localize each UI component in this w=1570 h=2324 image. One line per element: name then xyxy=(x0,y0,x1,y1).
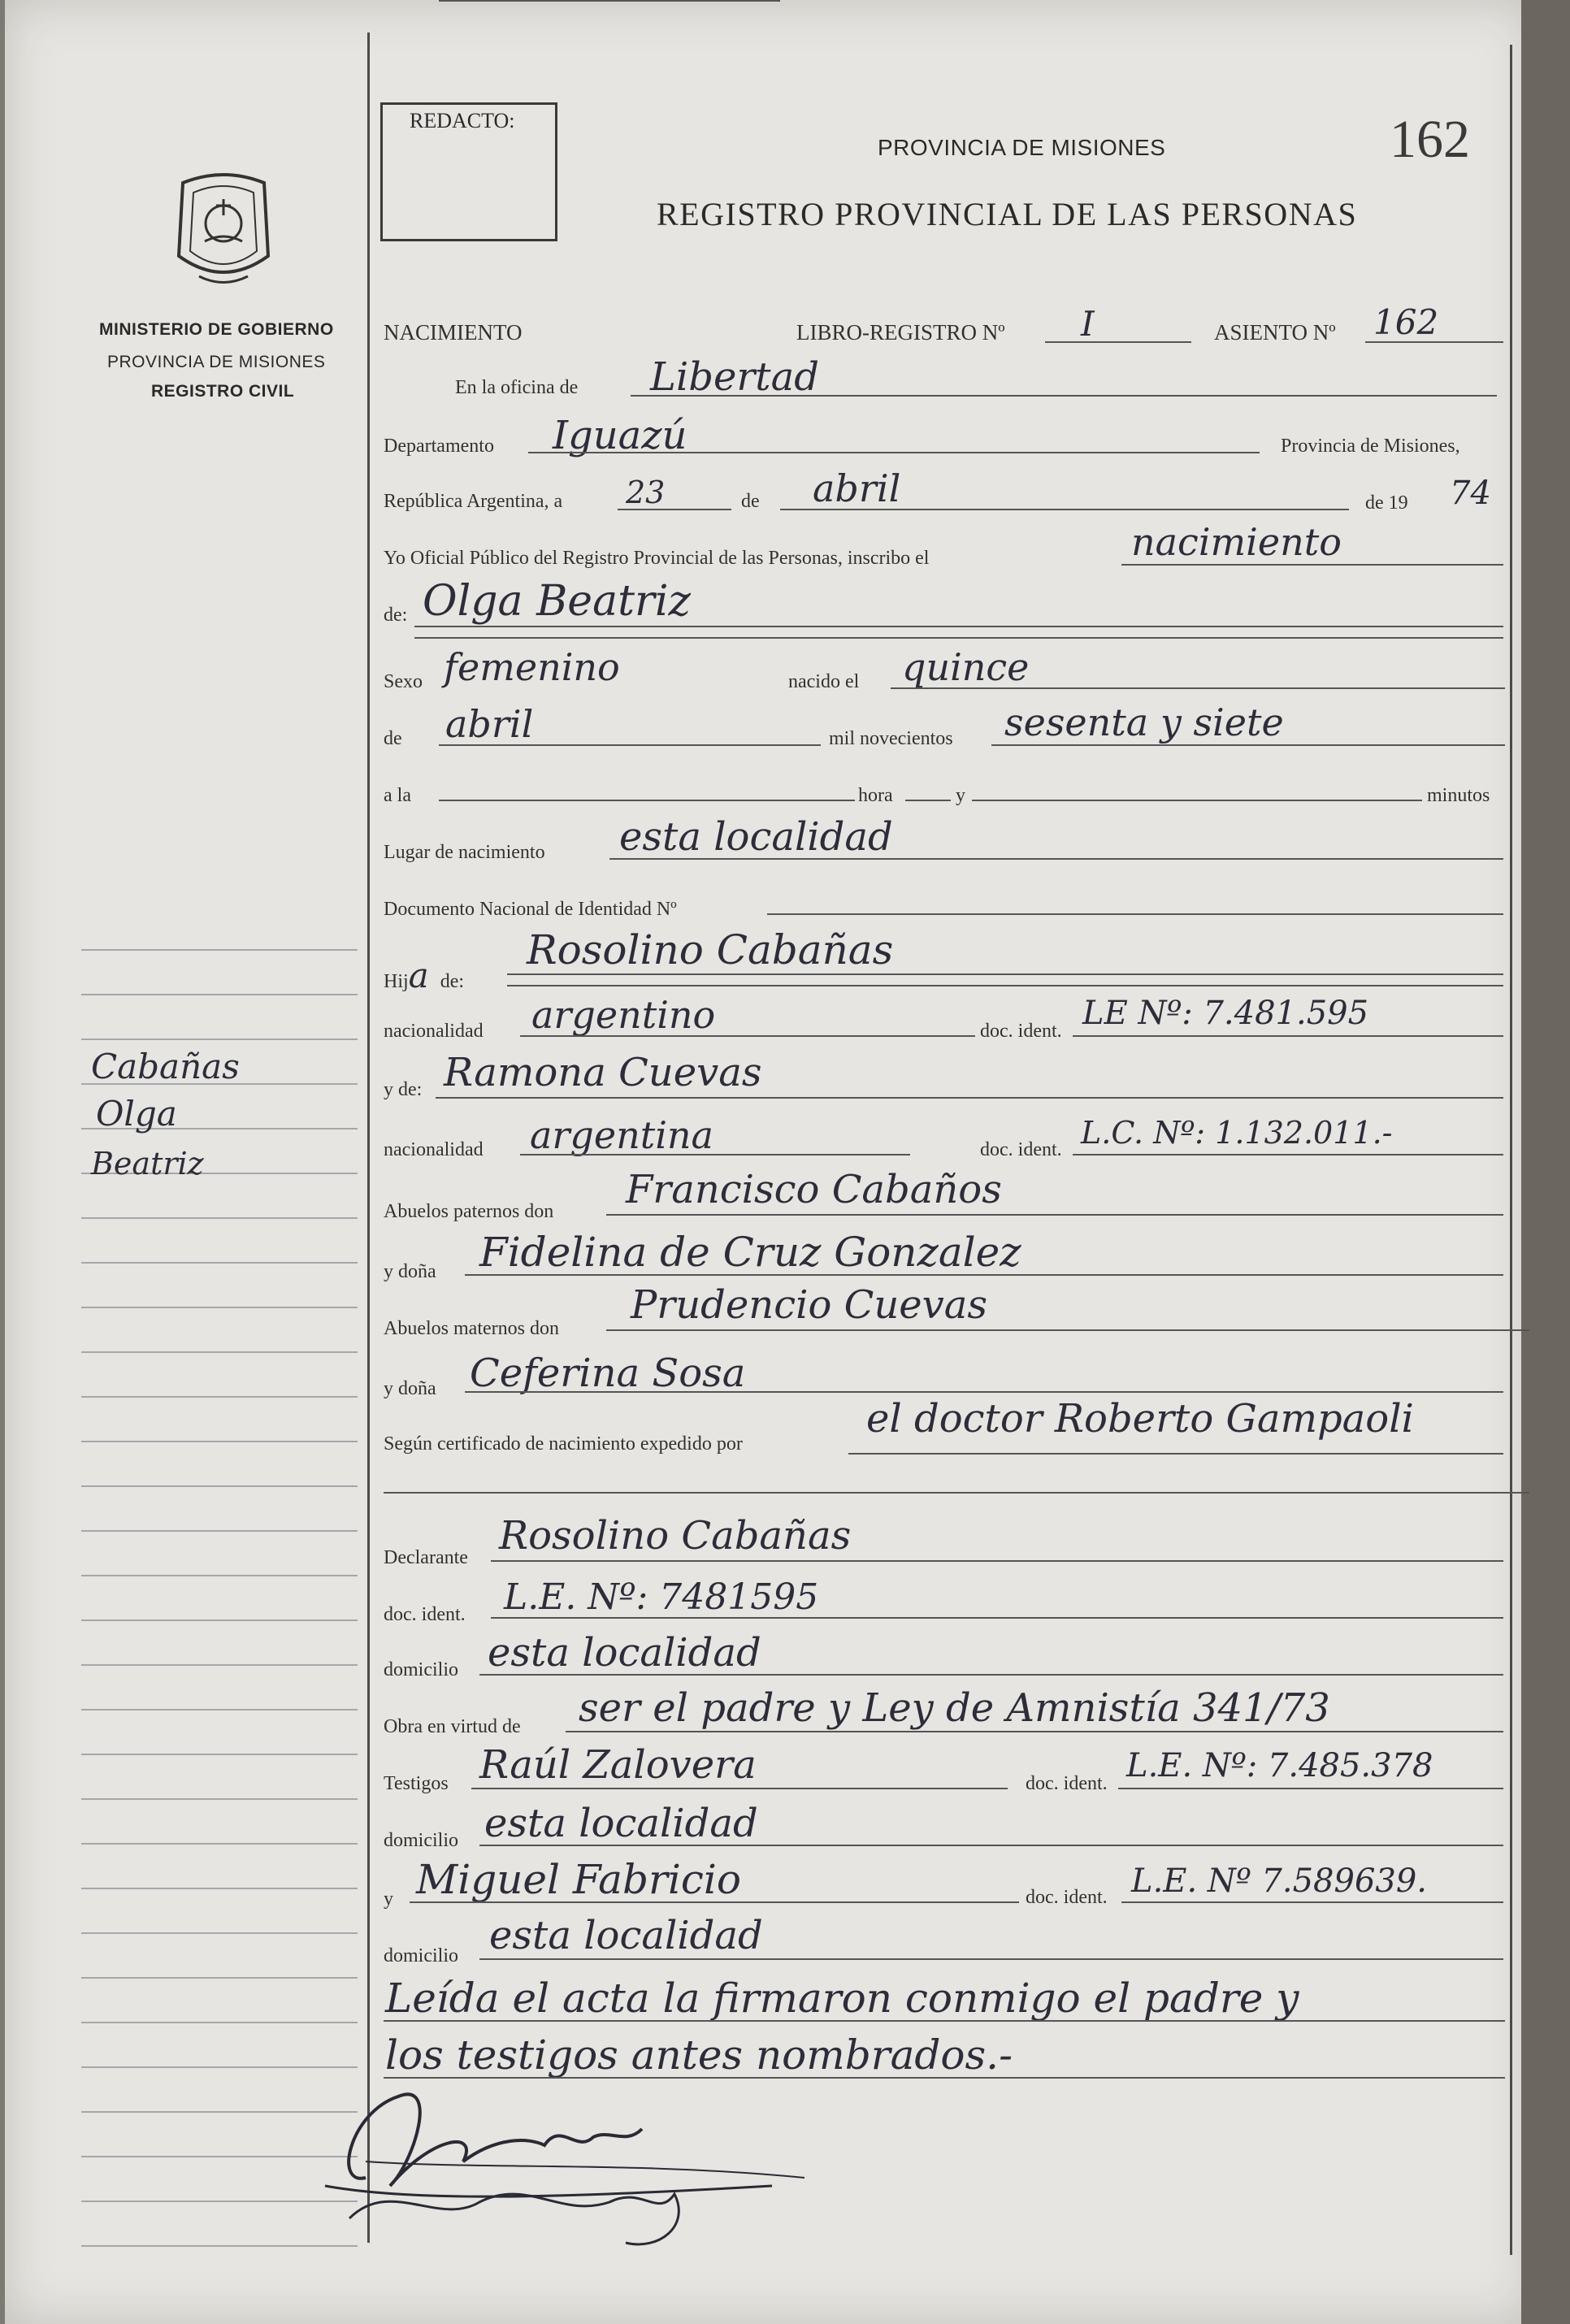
signature-official xyxy=(317,2064,821,2259)
margin-rule-line xyxy=(81,2245,358,2247)
nacido-value: quince xyxy=(902,645,1030,689)
margin-rule-line xyxy=(81,1619,358,1621)
de2-label: de xyxy=(384,728,402,749)
hija-prefix: Hij xyxy=(384,971,409,992)
doc3-value: L.E. Nº: 7481595 xyxy=(504,1576,819,1618)
mes-line xyxy=(780,509,1349,510)
nac2-label: nacionalidad xyxy=(384,1139,484,1160)
libro-value: I xyxy=(1081,304,1095,344)
margin-rule-line xyxy=(81,2111,358,2113)
minutos-label: minutos xyxy=(1427,785,1490,806)
oficial-label: Yo Oficial Público del Registro Provincial de las Personas, inscribo el xyxy=(384,548,930,569)
margin-rule-line xyxy=(81,1843,358,1845)
nombre-label: de: xyxy=(384,605,408,626)
lugar-line xyxy=(609,858,1503,860)
province-heading: PROVINCIA DE MISIONES xyxy=(878,135,1166,160)
libro-label: LIBRO-REGISTRO Nº xyxy=(796,320,1005,345)
departamento-label: Departamento xyxy=(384,436,494,457)
obra-value: ser el padre y Ley de Amnistía 341/73 xyxy=(579,1685,1330,1731)
oficina-value: Libertad xyxy=(650,354,819,400)
abuela-pat-line xyxy=(465,1274,1503,1276)
margin-rule-line xyxy=(81,1888,358,1889)
margin-rule-line xyxy=(81,1664,358,1666)
dni-label: Documento Nacional de Identidad Nº xyxy=(384,899,677,920)
dona2-label: y doña xyxy=(384,1378,436,1399)
margin-rule-line xyxy=(81,2066,358,2068)
minutos-line xyxy=(972,800,1422,801)
oficina-line xyxy=(631,395,1497,397)
margin-rule-line xyxy=(81,1396,358,1398)
closing-line-1: Leída el acta la firmaron conmigo el padre y xyxy=(385,1975,1299,2022)
nacido-line xyxy=(891,687,1505,689)
asiento-value: 162 xyxy=(1373,302,1439,342)
doc3-line xyxy=(491,1617,1503,1619)
provincia-label: Provincia de Misiones, xyxy=(1281,436,1460,457)
abuelos-mat-label: Abuelos maternos don xyxy=(384,1318,559,1339)
margin-rule-line xyxy=(81,1217,358,1219)
margin-rule-line xyxy=(81,1307,358,1308)
segun-line xyxy=(848,1453,1503,1455)
nacido-label: nacido el xyxy=(788,671,860,692)
hija-de: de: xyxy=(440,971,465,992)
libro-line xyxy=(1045,341,1191,343)
nac1-line xyxy=(520,1035,975,1037)
binding-edge xyxy=(1521,0,1570,2324)
margin-rule-line xyxy=(81,994,358,995)
doc1-line xyxy=(1073,1035,1503,1037)
margin-rule-line xyxy=(81,1530,358,1532)
dona1-label: y doña xyxy=(384,1261,436,1282)
margin-rule-line xyxy=(81,1575,358,1576)
margin-rule-line xyxy=(81,1262,358,1264)
declarante-label: Declarante xyxy=(384,1547,468,1568)
margin-rule-line xyxy=(81,1977,358,1979)
asiento-label: ASIENTO Nº xyxy=(1214,320,1336,345)
departamento-line xyxy=(528,452,1260,453)
closing-line-2: los testigos antes nombrados.- xyxy=(385,2031,1013,2079)
margin-rule-line xyxy=(81,2200,358,2202)
abuelo-mat-line xyxy=(606,1329,1529,1331)
seal-office: REGISTRO CIVIL xyxy=(151,382,295,401)
obra-label: Obra en virtud de xyxy=(384,1716,521,1737)
domicilio3-line xyxy=(479,1958,1503,1960)
margin-rule-line xyxy=(81,949,358,951)
nombre-value: Olga Beatriz xyxy=(423,577,691,626)
asiento-line xyxy=(1365,341,1503,343)
madre-line xyxy=(436,1097,1503,1099)
nac2-line xyxy=(520,1154,910,1155)
nacimiento-label: NACIMIENTO xyxy=(384,320,523,345)
seal-ministry: MINISTERIO DE GOBIERNO xyxy=(99,320,334,339)
margin-divider xyxy=(367,33,370,2243)
margin-rule-line xyxy=(81,2156,358,2157)
obra-line xyxy=(566,1731,1503,1732)
doc5-label: doc. ident. xyxy=(1026,1887,1108,1908)
sexo-value: femenino xyxy=(444,645,620,689)
oficial-value: nacimiento xyxy=(1131,520,1342,564)
abuela-mat-value: Ceferina Sosa xyxy=(470,1351,746,1396)
dni-line xyxy=(767,913,1503,915)
republica-label: República Argentina, a xyxy=(384,491,563,512)
seal-province: PROVINCIA DE MISIONES xyxy=(107,353,326,371)
doc1-value: LE Nº: 7.481.595 xyxy=(1082,995,1369,1032)
testigo1-value: Raúl Zalovera xyxy=(479,1742,757,1788)
domicilio3-value: esta localidad xyxy=(489,1913,763,1958)
nombre-line xyxy=(414,626,1503,627)
anio-nac-value: sesenta y siete xyxy=(1004,700,1284,744)
margin-rule-line xyxy=(81,1709,358,1710)
de-label: de xyxy=(741,491,760,512)
margin-note-middle-name: Beatriz xyxy=(91,1146,204,1182)
doc4-label: doc. ident. xyxy=(1026,1773,1108,1794)
abuela-mat-line xyxy=(465,1391,1503,1393)
mes-value: abril xyxy=(813,466,901,510)
mil-label: mil novecientos xyxy=(829,728,953,749)
y-de-label: y de: xyxy=(384,1079,423,1100)
y-label: y xyxy=(956,785,965,806)
padre-line xyxy=(507,973,1503,975)
testigos-label: Testigos xyxy=(384,1773,449,1794)
doc4-line xyxy=(1118,1788,1503,1789)
testigo1-line xyxy=(471,1788,1008,1789)
doc5-value: L.E. Nº 7.589639. xyxy=(1131,1862,1428,1900)
nac2-value: argentina xyxy=(530,1113,713,1157)
doc2-value: L.C. Nº: 1.132.011.- xyxy=(1081,1115,1393,1151)
government-seal xyxy=(163,167,284,297)
sexo-line xyxy=(439,0,780,2)
ala-label: a la xyxy=(384,785,411,806)
declarante-value: Rosolino Cabañas xyxy=(499,1513,852,1559)
nac1-label: nacionalidad xyxy=(384,1021,484,1042)
registry-title: REGISTRO PROVINCIAL DE LAS PERSONAS xyxy=(657,196,1358,232)
nombre-line-2 xyxy=(414,637,1503,639)
domicilio1-line xyxy=(479,1674,1503,1676)
doc4-value: L.E. Nº: 7.485.378 xyxy=(1126,1747,1433,1784)
madre-value: Ramona Cuevas xyxy=(444,1050,762,1095)
segun-label: Según certificado de nacimiento expedido por xyxy=(384,1433,743,1455)
doc1-label: doc. ident. xyxy=(980,1021,1062,1042)
margin-rule-line xyxy=(81,1932,358,1934)
departamento-value: Iguazú xyxy=(553,413,687,458)
hora-line xyxy=(439,800,855,801)
margin-rule-line xyxy=(81,1038,358,1040)
margin-rule-line xyxy=(81,1485,358,1487)
segun-line-2 xyxy=(384,1492,1529,1494)
domicilio3-label: domicilio xyxy=(384,1945,458,1966)
padre-value: Rosolino Cabañas xyxy=(527,926,894,973)
right-border xyxy=(1510,45,1512,2255)
anio-nac-line xyxy=(991,744,1505,746)
hija-suffix: a xyxy=(408,956,429,995)
y2-label: y xyxy=(384,1888,393,1910)
declarante-line xyxy=(491,1560,1503,1562)
redacto-label: REDACTO: xyxy=(410,109,515,132)
padre-line-2 xyxy=(507,985,1503,986)
domicilio2-line xyxy=(479,1845,1503,1846)
doc2-label: doc. ident. xyxy=(980,1139,1062,1160)
y-line xyxy=(905,800,951,801)
testigo2-line xyxy=(410,1901,1019,1903)
lugar-label: Lugar de nacimiento xyxy=(384,842,545,863)
abuelo-pat-value: Francisco Cabaños xyxy=(626,1167,1002,1212)
domicilio2-label: domicilio xyxy=(384,1830,458,1851)
anio-value: 74 xyxy=(1450,475,1491,512)
margin-rule-line xyxy=(81,1754,358,1755)
page-number: 162 xyxy=(1390,110,1470,169)
lugar-value: esta localidad xyxy=(619,814,893,860)
abuelo-mat-value: Prudencio Cuevas xyxy=(631,1282,988,1328)
hora-label: hora xyxy=(858,785,893,806)
domicilio1-label: domicilio xyxy=(384,1659,458,1680)
domicilio2-value: esta localidad xyxy=(484,1801,758,1846)
oficial-line xyxy=(1121,564,1503,566)
doc3-label: doc. ident. xyxy=(384,1604,466,1625)
mes-nac-line xyxy=(439,744,821,746)
hija-label xyxy=(384,956,464,995)
dia-value: 23 xyxy=(626,475,666,510)
testigo2-value: Miguel Fabricio xyxy=(416,1856,741,1903)
doc5-line xyxy=(1121,1901,1503,1903)
margin-rule-line xyxy=(81,2022,358,2023)
margin-rule-line xyxy=(81,1798,358,1800)
nac1-value: argentino xyxy=(531,993,716,1037)
margin-rule-line xyxy=(81,1441,358,1442)
abuela-pat-value: Fidelina de Cruz Gonzalez xyxy=(479,1229,1021,1276)
abuelo-pat-line xyxy=(606,1214,1503,1216)
mes-nac-value: abril xyxy=(445,702,534,746)
domicilio1-value: esta localidad xyxy=(488,1630,761,1676)
sexo-label: Sexo xyxy=(384,671,423,692)
doc2-line xyxy=(1073,1154,1503,1155)
margin-note-surname: Cabañas xyxy=(91,1047,240,1086)
oficina-label: En la oficina de xyxy=(455,377,579,398)
abuelos-pat-label: Abuelos paternos don xyxy=(384,1201,554,1222)
margin-note-name: Olga xyxy=(96,1094,177,1134)
segun-value: el doctor Roberto Gampaoli xyxy=(866,1396,1414,1442)
dia-line xyxy=(618,509,731,510)
closing-line-1-rule xyxy=(384,2020,1505,2022)
margin-rule-line xyxy=(81,1351,358,1353)
anio-label: de 19 xyxy=(1365,492,1408,514)
